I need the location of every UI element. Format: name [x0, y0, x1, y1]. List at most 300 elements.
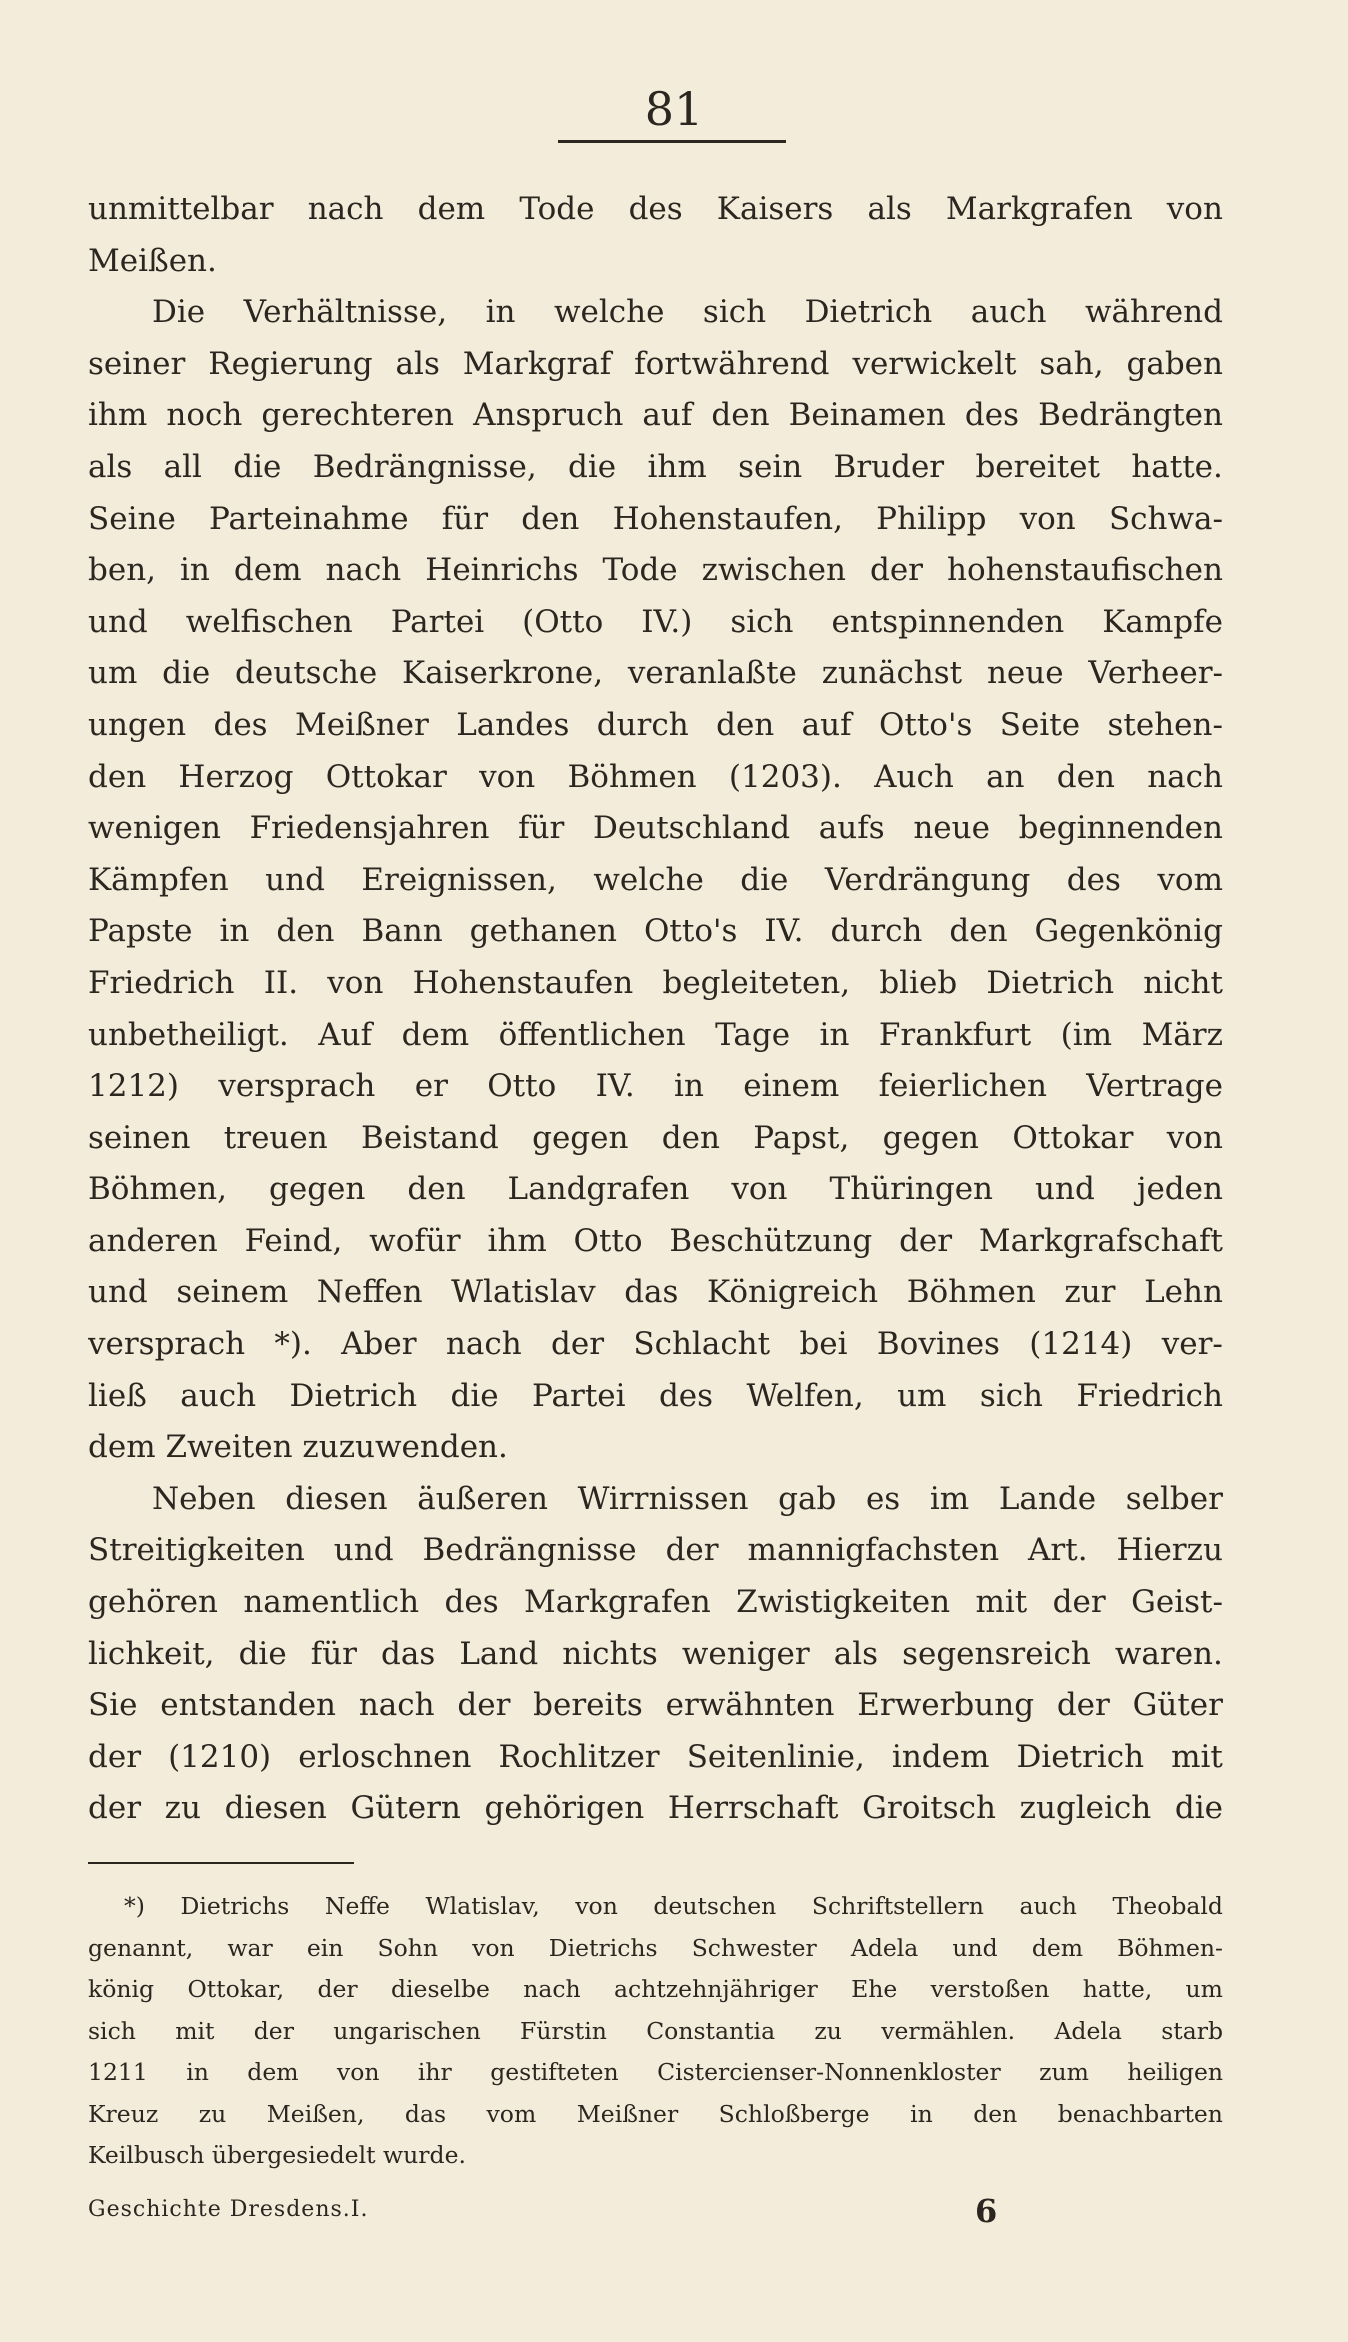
word: Bovines [876, 1326, 1000, 1363]
word: den [88, 758, 147, 795]
word: und [88, 1274, 148, 1311]
word: des [444, 1584, 499, 1621]
word: übergesiedelt [211, 2141, 376, 2169]
word: Sie [88, 1687, 138, 1724]
word: der [665, 1532, 719, 1569]
word: wurde. [383, 2141, 466, 2169]
word: diesen [224, 1790, 327, 1827]
text-line [88, 1216, 1223, 1268]
word: die [233, 448, 282, 485]
word: lichkeit, [88, 1635, 215, 1672]
word: Böhmen [567, 758, 697, 795]
word: Neffe [324, 1892, 390, 1920]
text-line [88, 1680, 1223, 1732]
printer-signature: Geschichte Dresdens.I. [88, 2197, 369, 2222]
word: Markgrafen [945, 191, 1133, 227]
text-line [88, 1010, 1223, 1062]
word: es [865, 1480, 901, 1517]
word: seinem [176, 1274, 289, 1311]
text-line [88, 855, 1223, 907]
word: ließ [88, 1377, 147, 1414]
word: Art. [1028, 1532, 1088, 1569]
word: und [88, 603, 148, 640]
word: II. [263, 964, 299, 1001]
word: Bedrängnisse, [312, 448, 537, 485]
word: (1203). [728, 758, 842, 795]
word: vom [1157, 861, 1223, 898]
word: Feind, [244, 1222, 343, 1259]
word: Wlatislav, [425, 1892, 540, 1920]
word: und [265, 861, 325, 898]
word: deutschen [653, 1892, 777, 1920]
word: starb [1161, 2016, 1223, 2045]
text-line [88, 1422, 1223, 1474]
word: ihr [417, 2058, 452, 2086]
word: bereits [533, 1687, 643, 1724]
word: Ehe [851, 1975, 898, 2003]
text-line [88, 1732, 1223, 1784]
word: Friedrich [88, 964, 235, 1001]
word: auf [801, 706, 852, 743]
word: Meißen, [266, 2099, 365, 2128]
word: gaben [1126, 345, 1223, 382]
word: verwickelt [852, 345, 1017, 382]
word: feierlichen [878, 1068, 1047, 1105]
word: begleiteten, [662, 964, 851, 1001]
word: dem [401, 1016, 470, 1053]
word: Aber [341, 1326, 417, 1363]
word: dem [1031, 1933, 1084, 1962]
word: wofür [369, 1222, 461, 1259]
word: deutsche [235, 655, 378, 692]
word: entspinnenden [831, 603, 1065, 640]
word: Papst, [753, 1119, 850, 1156]
word: durch [596, 706, 689, 743]
word: Böhmen [906, 1274, 1036, 1311]
word: verstoßen [930, 1975, 1050, 2003]
word: sich [730, 603, 794, 640]
word: mit [1171, 1738, 1223, 1775]
text-line [88, 1113, 1223, 1165]
word: Sohn [377, 1933, 439, 1962]
word: der [1056, 1687, 1110, 1724]
word: Land [459, 1635, 539, 1672]
word: Vertrage [1086, 1068, 1223, 1105]
footnote-line [88, 2135, 1223, 2177]
word: versprach [88, 1326, 246, 1363]
word: Die [152, 294, 206, 331]
word: Groitsch [862, 1790, 996, 1827]
word: Deutschland [593, 810, 791, 847]
word: selber [1125, 1480, 1223, 1517]
word: die [568, 448, 617, 485]
text-line [88, 752, 1223, 804]
word: Verhältnisse, [243, 294, 448, 331]
word: Landes [456, 706, 570, 743]
footnote-line [88, 2094, 1223, 2136]
word: zu [814, 2016, 842, 2045]
word: hohenstaufischen [947, 552, 1223, 589]
word: (1214) [1029, 1326, 1133, 1363]
word: das [381, 1635, 436, 1672]
word: Auf [318, 1016, 373, 1053]
word: der [1052, 1584, 1106, 1621]
word: den [521, 500, 580, 537]
word: heiligen [1127, 2058, 1223, 2086]
word: die [450, 1377, 499, 1414]
text-line [88, 1164, 1223, 1216]
word: Streitigkeiten [88, 1532, 305, 1569]
word: von [1166, 191, 1223, 227]
word: auch [180, 1377, 257, 1414]
word: den [276, 913, 335, 950]
word: (Otto [522, 603, 604, 640]
word: das [404, 2099, 447, 2128]
word: Partei [532, 1377, 626, 1414]
word: zu [198, 2099, 227, 2128]
word: blieb [879, 964, 958, 1001]
word: den [407, 1171, 466, 1208]
word: für [518, 810, 565, 847]
word: zunächst [821, 655, 963, 692]
word: Thüringen [829, 1171, 994, 1208]
text-line [88, 1577, 1223, 1629]
word: nach [358, 1687, 435, 1724]
word: zu [164, 1790, 201, 1827]
word: Gegenkönig [1034, 913, 1223, 950]
word: Regierung [208, 345, 373, 382]
word: Tage [715, 1016, 791, 1053]
word: Meißner [576, 2099, 679, 2128]
word: von [1166, 1119, 1223, 1156]
word: beginnenden [1018, 810, 1223, 847]
word: Herrschaft [667, 1790, 839, 1827]
word: benachbarten [1057, 2099, 1223, 2128]
footnote-line [88, 1886, 1223, 1928]
word: Dietrichs [180, 1892, 290, 1920]
word: vom [486, 2099, 537, 2128]
word: Meißen. [88, 242, 217, 279]
word: Bedrängnisse [422, 1532, 637, 1569]
text-line [88, 339, 1223, 391]
word: Dietrich [1016, 1738, 1145, 1775]
word: Heinrichs [425, 552, 579, 589]
text-line [88, 236, 1223, 288]
word: Landgrafen [507, 1171, 690, 1208]
word: vermählen. [881, 2016, 1016, 2045]
word: dieselbe [391, 1975, 490, 2003]
word: genannt, [88, 1933, 194, 1962]
word: als [395, 345, 440, 382]
word: für [310, 1635, 357, 1672]
word: (im [1060, 1016, 1113, 1053]
word: Auch [874, 758, 954, 795]
word: hatte. [1131, 448, 1223, 485]
word: an [986, 758, 1025, 795]
word: mit [975, 1584, 1028, 1621]
word: Kaiserkrone, [402, 655, 604, 692]
word: Böhmen- [1117, 1933, 1223, 1962]
text-line [88, 803, 1223, 855]
word: gegen [532, 1119, 629, 1156]
word: ein [306, 1933, 344, 1962]
word: in [219, 913, 250, 950]
word: in [819, 1016, 850, 1053]
word: bei [799, 1326, 848, 1363]
word: der [253, 2016, 294, 2045]
text-line [88, 1783, 1223, 1835]
word: erloschnen [298, 1738, 472, 1775]
word: als [833, 1635, 879, 1672]
word: und [952, 1933, 998, 1962]
word: Adela [850, 1933, 919, 1962]
word: Beschützung [669, 1222, 873, 1259]
word: auf [642, 397, 693, 434]
text-line [88, 1525, 1223, 1577]
text-line [88, 1629, 1223, 1681]
word: Frankfurt [878, 1016, 1032, 1053]
word: Friedrich [1076, 1377, 1223, 1414]
page-number: 81 [644, 82, 704, 136]
word: den [661, 1119, 720, 1156]
word: die [740, 861, 789, 898]
word: Ereignissen, [361, 861, 557, 898]
word: in [485, 294, 516, 331]
word: dem [247, 2058, 299, 2086]
word: um [88, 655, 138, 692]
word: für [441, 500, 489, 537]
word: ungarischen [333, 2016, 481, 2045]
word: Neffen [316, 1274, 423, 1311]
word: Cistercienser-Nonnenkloster [657, 2058, 1001, 2086]
word: während [1085, 294, 1223, 331]
word: neue [913, 810, 990, 847]
word: um [897, 1377, 947, 1414]
word: durch [830, 913, 923, 950]
word: (1210) [168, 1738, 272, 1775]
word: in [910, 2099, 933, 2128]
word: ben, [88, 552, 157, 589]
word: auch [970, 294, 1047, 331]
word: Schriftstellern [811, 1892, 984, 1920]
word: den [716, 706, 775, 743]
word: zuzuwenden. [302, 1429, 508, 1466]
word: jeden [1136, 1171, 1223, 1208]
word: Fürstin [520, 2016, 607, 2045]
word: sah, [1039, 345, 1104, 382]
word: Kreuz [88, 2099, 159, 2128]
word: Güter [1132, 1687, 1223, 1724]
text-line [88, 1474, 1223, 1526]
word: der [317, 1975, 358, 2003]
text-line [88, 390, 1223, 442]
word: Partei [390, 603, 485, 640]
word: nach [307, 191, 384, 227]
text-line [88, 1371, 1223, 1423]
word: Lande [998, 1480, 1097, 1517]
word: gehören [88, 1584, 218, 1621]
page-number-rule [558, 140, 786, 143]
word: neue [986, 655, 1064, 692]
word: sein [738, 448, 803, 485]
word: Zweiten [165, 1429, 293, 1466]
word: im [929, 1480, 970, 1517]
word: Dietrich [289, 1377, 418, 1414]
word: den [973, 2099, 1018, 2128]
word: Rochlitzer [498, 1738, 660, 1775]
word: März [1141, 1016, 1223, 1053]
word: Markgraf [462, 345, 612, 382]
text-line [88, 545, 1223, 597]
word: Ottokar [325, 758, 447, 795]
word: die [1174, 1790, 1223, 1827]
word: sich [702, 294, 767, 331]
word: Parteinahme [208, 500, 409, 537]
word: waren. [1114, 1635, 1223, 1672]
word: Anspruch [473, 397, 624, 434]
word: der [869, 552, 923, 589]
word: Kampfe [1102, 603, 1223, 640]
word: den [1056, 758, 1115, 795]
word: unbetheiligt. [88, 1016, 289, 1053]
word: von [479, 758, 536, 795]
text-line [88, 442, 1223, 494]
word: von [327, 964, 384, 1001]
word: IV.) [641, 603, 693, 640]
word: Wlatislav [451, 1274, 596, 1311]
word: Dietrich [804, 294, 933, 331]
word: Tode [602, 552, 678, 589]
word: der [457, 1687, 511, 1724]
word: Adela [1054, 2016, 1122, 2045]
word: Verheer- [1088, 655, 1223, 692]
word: gehörigen [484, 1790, 645, 1827]
word: der [899, 1222, 953, 1259]
footnote [88, 1886, 1223, 2177]
word: von [336, 2058, 380, 2086]
footnote-rule [88, 1862, 354, 1864]
word: diesen [285, 1480, 388, 1517]
footnote-line [88, 1969, 1223, 2011]
word: Philipp [876, 500, 987, 537]
word: Markgrafen [524, 1584, 711, 1621]
word: unmittelbar [88, 191, 274, 227]
word: das [624, 1274, 679, 1311]
word: Seitenlinie, [686, 1738, 865, 1775]
word: Dietrichs [548, 1933, 658, 1962]
word: des [213, 706, 268, 743]
word: äußeren [417, 1480, 548, 1517]
text-line [88, 1267, 1223, 1319]
word: namentlich [243, 1584, 420, 1621]
word: um [1185, 1975, 1223, 2003]
word: *) [124, 1892, 145, 1920]
word: ihm [647, 448, 707, 485]
word: der [88, 1738, 142, 1775]
word: in [180, 552, 210, 589]
word: Wirrnissen [577, 1480, 749, 1517]
word: von [1019, 500, 1076, 537]
word: einem [743, 1068, 840, 1105]
text-line [88, 597, 1223, 649]
word: sich [88, 2016, 136, 2045]
word: zum [1039, 2058, 1089, 2086]
word: öffentlichen [498, 1016, 686, 1053]
word: fortwährend [634, 345, 830, 382]
word: dem [88, 1429, 156, 1466]
word: ihm [88, 397, 148, 434]
word: Beinamen [788, 397, 946, 434]
word: könig [88, 1975, 155, 2003]
word: Seite [999, 706, 1081, 743]
word: seinen [88, 1119, 191, 1156]
word: Welfen, [746, 1377, 864, 1414]
text-line [88, 648, 1223, 700]
word: dem [417, 191, 486, 227]
word: als [88, 448, 133, 485]
word: Kaisers [716, 191, 834, 227]
word: Theobald [1112, 1892, 1223, 1920]
word: der [551, 1326, 605, 1363]
word: Otto [573, 1222, 643, 1259]
word: aufs [818, 810, 885, 847]
word: 1211 [88, 2058, 148, 2086]
word: welche [553, 294, 665, 331]
word: nach [325, 552, 402, 589]
word: nichts [562, 1635, 658, 1672]
word: noch [166, 397, 243, 434]
word: treuen [223, 1119, 328, 1156]
word: war [227, 1933, 273, 1962]
word: wenigen [88, 810, 221, 847]
word: Constantia [646, 2016, 776, 2045]
word: sich [979, 1377, 1044, 1414]
text-line [88, 958, 1223, 1010]
text-line [88, 1061, 1223, 1113]
word: anderen [88, 1222, 218, 1259]
word: IV. [764, 913, 804, 950]
word: Schlacht [633, 1326, 771, 1363]
word: Bedrängten [1038, 397, 1223, 434]
word: Neben [152, 1480, 256, 1517]
word: entstanden [160, 1687, 337, 1724]
word: als [867, 191, 912, 227]
text-line [88, 184, 1223, 236]
footnote-line [88, 2011, 1223, 2053]
word: die [162, 655, 211, 692]
word: gegen [882, 1119, 980, 1156]
word: Otto's [878, 706, 973, 743]
text-line [88, 1319, 1223, 1371]
word: er [414, 1068, 448, 1105]
word: Papste [88, 913, 193, 950]
word: Meißner [294, 706, 429, 743]
word: gegen [269, 1171, 366, 1208]
word: des [628, 191, 683, 227]
word: und [333, 1532, 394, 1569]
word: Königreich [707, 1274, 879, 1311]
word: indem [891, 1738, 990, 1775]
word: erwähnten [665, 1687, 835, 1724]
word: veranlaßte [627, 655, 797, 692]
word: versprach [218, 1068, 376, 1105]
word: Erwerbung [857, 1687, 1035, 1724]
word: dem [233, 552, 302, 589]
word: des [658, 1377, 714, 1414]
footnote-line [88, 1928, 1223, 1970]
word: bereitet [975, 448, 1100, 485]
word: seiner [88, 345, 186, 382]
